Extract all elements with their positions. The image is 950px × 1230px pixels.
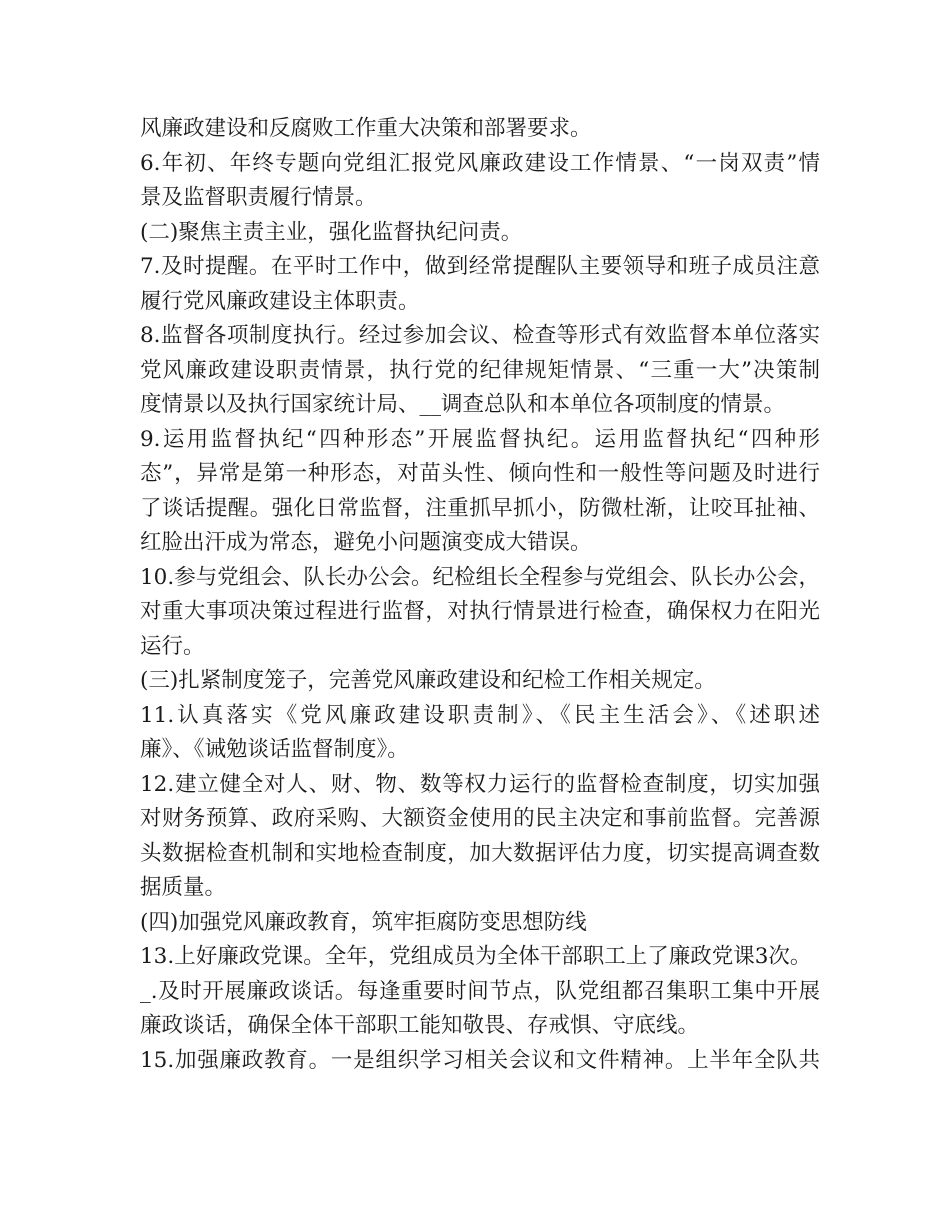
text-line: 9.运用监督执纪“四种形态”开展监督执纪。运用监督执纪“四种形 xyxy=(140,426,820,452)
text-line: 了谈话提醒。强化日常监督，注重抓早抓小，防微杜渐，让咬耳扯袖、 xyxy=(140,495,820,521)
text-line: 据质量。 xyxy=(140,875,227,900)
text-line: 12.建立健全对人、财、物、数等权力运行的监督检查制度，切实加强 xyxy=(140,771,820,797)
text-line: 履行党风廉政建设主体职责。 xyxy=(140,288,420,314)
text-line: 风廉政建设和反腐败工作重大决策和部署要求。 xyxy=(140,116,592,141)
text-line: 10.参与党组会、队长办公会。纪检组长全程参与党组会、队长办公会， xyxy=(140,564,820,590)
text-line: 景及监督职责履行情景。 xyxy=(140,185,377,210)
text-line: 度情景以及执行国家统计局、__调查总队和本单位各项制度的情景。 xyxy=(140,392,786,417)
text-line: 廉政谈话，确保全体干部职工能知敬畏、存戒惧、守底线。 xyxy=(140,1013,700,1038)
text-line: 头数据检查机制和实地检查制度，加大数据评估力度，切实提高调查数 xyxy=(140,840,820,866)
text-line: 15.加强廉政教育。一是组织学习相关会议和文件精神。上半年全队共 xyxy=(140,1047,820,1073)
text-line: 红脸出汗成为常态，避免小问题演变成大错误。 xyxy=(140,530,592,555)
text-line: _.及时开展廉政谈话。每逢重要时间节点，队党组都召集职工集中开展 xyxy=(140,978,820,1004)
text-line: 对财务预算、政府采购、大额资金使用的民主决定和事前监督。完善源 xyxy=(140,806,820,831)
text-line: 7.及时提醒。在平时工作中，做到经常提醒队主要领导和班子成员注意 xyxy=(140,254,820,279)
text-line: 运行。 xyxy=(140,633,205,659)
text-line: 态”，异常是第一种形态，对苗头性、倾向性和一般性等问题及时进行 xyxy=(140,461,820,486)
section-heading: (二)聚焦主责主业，强化监督执纪问责。 xyxy=(140,219,523,245)
section-heading: (四)加强党风廉政教育，筑牢拒腐防变思想防线 xyxy=(140,909,587,935)
text-line: 13.上好廉政党课。全年，党组成员为全体干部职工上了廉政党课3次。 xyxy=(140,944,812,969)
document-body xyxy=(140,112,820,1078)
text-line: 对重大事项决策过程进行监督，对执行情景进行检查，确保权力在阳光 xyxy=(140,599,820,624)
text-line: 廉》、《诫勉谈话监督制度》。 xyxy=(140,737,409,762)
text-line: 11.认真落实《党风廉政建设职责制》、《民主生活会》、《述职述 xyxy=(140,702,820,728)
text-line: 6.年初、年终专题向党组汇报党风廉政建设工作情景、“一岗双责”情 xyxy=(140,150,820,176)
text-line: 8.监督各项制度执行。经过参加会议、检查等形式有效监督本单位落实 xyxy=(140,323,820,348)
section-heading: (三)扎紧制度笼子，完善党风廉政建设和纪检工作相关规定。 xyxy=(140,668,716,693)
text-line: 党风廉政建设职责情景，执行党的纪律规矩情景、“三重一大”决策制 xyxy=(140,357,820,383)
